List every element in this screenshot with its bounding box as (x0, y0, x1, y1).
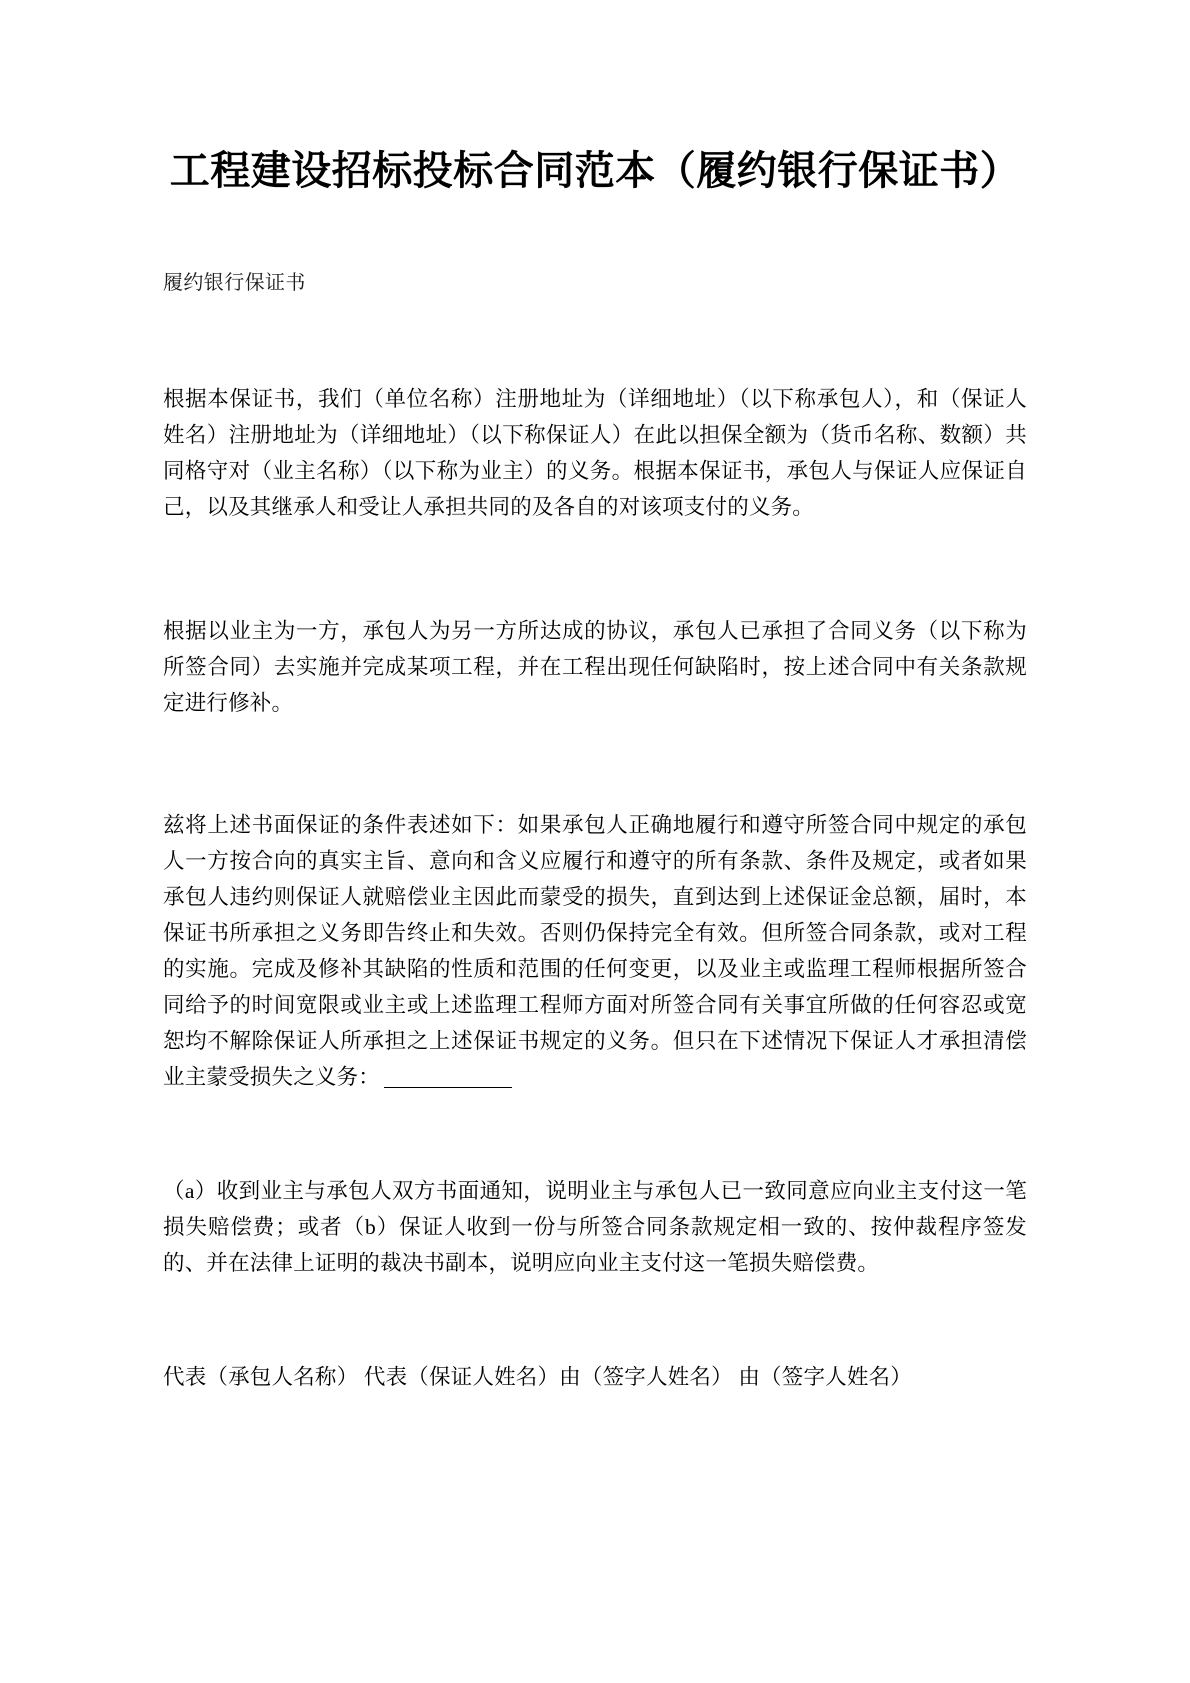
subtitle-block (163, 267, 1027, 297)
document-subtitle: 履约银行保证书 (163, 270, 306, 294)
document-body (163, 381, 1027, 1395)
signature-line: 代表（承包人名称） 代表（保证人姓名）由（签字人姓名） 由（签字人姓名） (163, 1365, 912, 1389)
paragraph-3 (163, 807, 1027, 1095)
page-title: 工程建设招标投标合同范本（履约银行保证书） (169, 147, 1021, 194)
paragraph-4: （a）收到业主与承包人双方书面通知，说明业主与承包人已一致同意应向业主支付这一笔损失赔偿费；或者（b）保证人收到一份与所签合同条款规定相一致的、按仲裁程序签发的、并在法律上证明的裁决书副本，说明应向业主支付这一笔损失赔偿费。 (163, 1179, 1027, 1275)
fill-in-blank-rule (384, 1087, 512, 1088)
paragraph-2: 根据以业主为一方，承包人为另一方所达成的协议，承包人已承担了合同义务（以下称为所签合同）去实施并完成某项工程，并在工程出现任何缺陷时，按上述合同中有关条款规定进行修补。 (163, 619, 1027, 715)
paragraph-spacer (163, 525, 1027, 613)
paragraph-3-text: 兹将上述书面保证的条件表述如下：如果承包人正确地履行和遵守所签合同中规定的承包人一方按合向的真实主旨、意向和含义应履行和遵守的所有条款、条件及规定，或者如果承包人违约则保证人就赔偿业主因此而蒙受的损失，直到达到上述保证金总额，届时，本保证书所承担之义务即告终止和失效。否则仍保持完全有效。但所签合同条款，或对工程的实施。完成及修补其缺陷的性质和范围的任何变更，以及业主或监理工程师根据所签合同给予的时间宽限或业主或上述监理工程师方面对所签合同有关事宜所做的任何容忍或宽恕均不解除保证人所承担之上述保证书规定的义务。但只在下述情况下保证人才承担清偿业主蒙受损失之义务： (163, 813, 1027, 1089)
document-content (163, 0, 1027, 1395)
paragraph-spacer (163, 1095, 1027, 1173)
paragraph-1: 根据本保证书，我们（单位名称）注册地址为（详细地址）（以下称承包人），和（保证人姓名）注册地址为（详细地址）（以下称保证人）在此以担保全额为（货币名称、数额）共同格守对（业主名称）（以下称为业主）的义务。根据本保证书，承包人与保证人应保证自己，以及其继承人和受让人承担共同的及各自的对该项支付的义务。 (163, 387, 1027, 519)
paragraph-spacer (163, 1281, 1027, 1359)
paragraph-spacer (163, 721, 1027, 807)
